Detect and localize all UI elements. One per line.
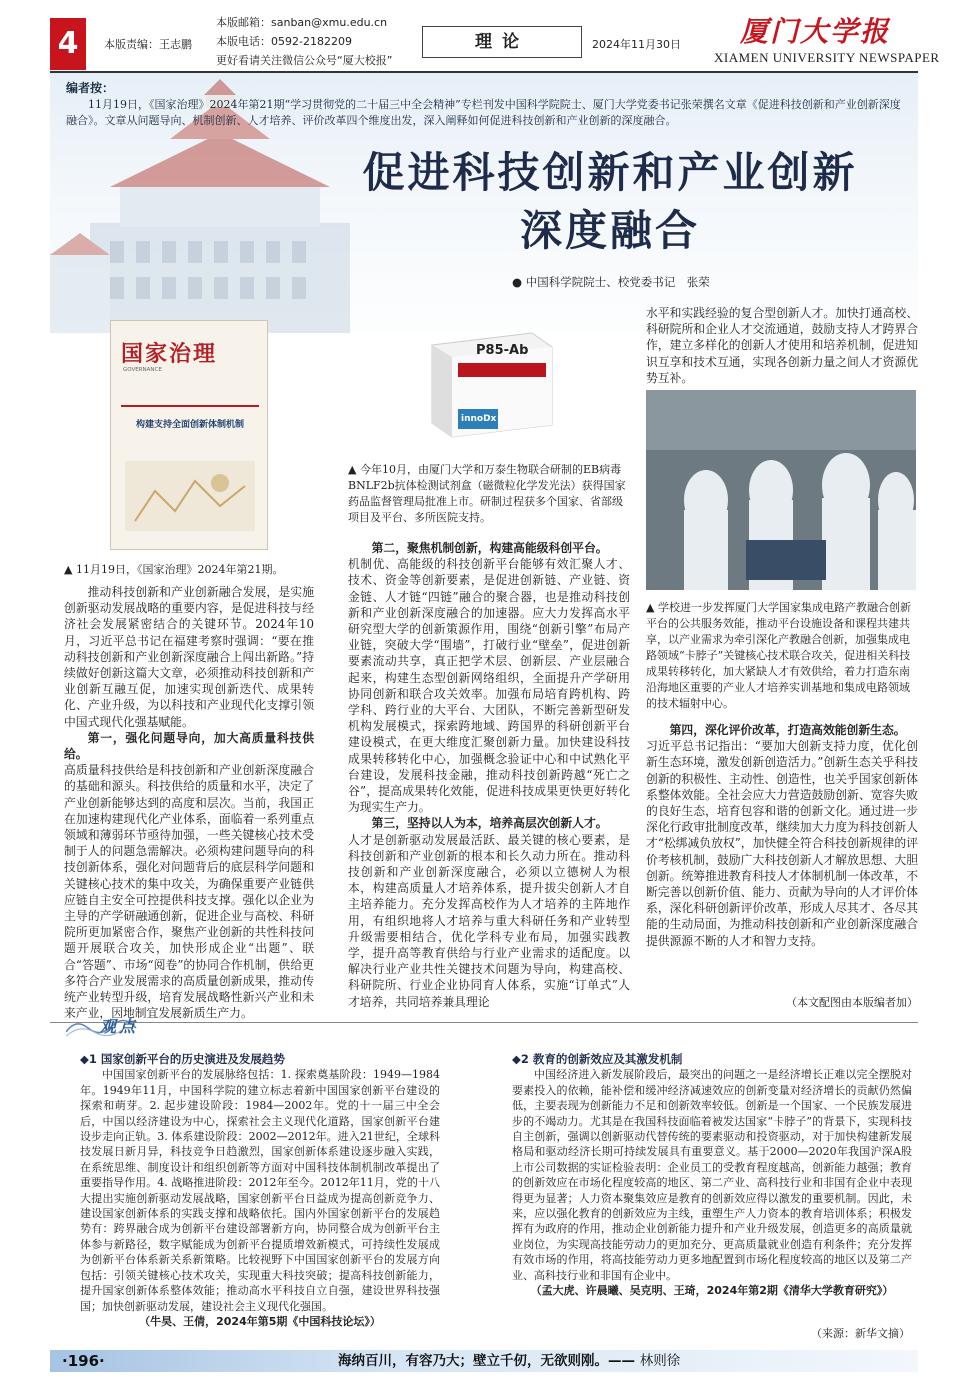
viewpoint-left: [80, 1052, 440, 1329]
cover-divider: [121, 405, 259, 407]
wechat-notice: 更好看请关注微信公众号“厦大校报”: [216, 54, 393, 67]
viewpoint-right: [512, 1052, 912, 1299]
page-number: 4: [50, 18, 86, 70]
section-heading-4: 第四，深化评价改革，打造高效能创新生态。: [669, 723, 906, 737]
section-body-1: 高质量科技供给是科技创新和产业创新深度融合的基础和源头。科技供给的质量和水平，决定了产业创新能够达到的高度和层次。当前，我国正在加速构建现代化产业体系，面临着一系列重点领域和薄弱环节亟待加强，一些关键核心技术受制于人的问题急需解决。必须构建问题导向的科技创新体系，强化对问题背后的底层科学问题和关键核心技术的集中攻关，为确保重要产业链供应链自主安全可控提供科技支撑。强化以企业为主导的产学研融通创新，促进企业与高校、科研院所更加紧密合作，聚焦产业创新的共性科技问题开展联合攻关，加快形成企业“出题”、联合“答题”、市场“阅卷”的协同合作机制，供给更多符合产业发展需求的高质量创新成果，推动传统产业转型升级，培育发展战略性新兴产业和未来产业，因地制宜发展新质生产力。: [64, 763, 314, 1021]
viewpoint-right-heading: ◆2 教育的创新效应及其激发机制: [512, 1052, 683, 1066]
package-label: P85-Ab: [476, 343, 529, 358]
footer-quote: [338, 1350, 680, 1372]
cover-artwork-icon: [125, 461, 255, 531]
magazine-cover-image: [110, 320, 268, 550]
section-label: 理论: [422, 26, 582, 58]
cleanroom-photo-icon: [646, 390, 916, 590]
editor-note-text: 11月19日，《国家治理》2024年第21期“学习贯彻党的二十届三中全会精神”专栏刊发中国科学院院士、厦门大学党委书记张荣撰名文章《促进科技创新和产业创新深度融合》。文章从问题导向、机制创新、人才培养、评价改革四个维度出发，深入阐释如何促进科技创新和产业创新的深度融合。: [66, 98, 901, 127]
section-body-3-continued: 水平和实践经验的复合型创新人才。加快打通高校、科研院所和企业人才交流通道，鼓励支持人才跨界合作，建立多样化的创新人才使用和培养机制，促进知识互享和技术互通，实现各创新力量之间人才资源优势互补。: [646, 306, 918, 385]
viewpoint-label: 观点: [100, 1017, 139, 1036]
section-heading-1: 第一，强化问题导向，加大高质量科技供给。: [64, 730, 314, 762]
article-title-line1: 促进科技创新和产业创新: [362, 148, 858, 197]
column-3: [646, 722, 918, 957]
test-kit-caption: ▲ 今年10月，由厦门大学和万泰生物联合研制的EB病毒BNLF2b抗体检测试剂盒（磁微粒化学发光法）获得国家药品监督管理局批准上市。研制过程获多个国家、省部级项目及平台、多所医院支持。: [348, 463, 626, 524]
viewpoint-right-body: 中国经济进入新发展阶段后，最突出的问题之一是经济增长正难以完全摆脱对要素投入的依赖，能补偿和缓冲经济减速效应的创新变量对经济增长的贡献仍然偏低，主要表现为创新能力不足和创新效率较低。创新是一个国家、一个民族发展进步的不竭动力。尤其是在我国科技面临着被发达国家“卡脖子”的背景下，实现科技自主创新，强调以创新驱动代替传统的要素驱动和投资驱动，对于加快构建新发展格局和驱动经济长期可持续发展具有重要意义。基于2000—2020年我国沪深A股上市公司数据的实证检验表明：企业员工的受教育程度越高，创新能力越强；教育的创新效应在市场化程度较高的地区、第二产业、高科技行业和非国有企业中表现得更为显著；人力资本聚集效应是教育的创新效应得以激发的重要机制。因此，未来，应以强化教育的创新效应为主线，重塑生产人力资本的教育培训体系；积极发挥有为政府的作用，推动企业创新能力提升和产业升级发展，创造更多的高质量就业岗位，为实现高技能劳动力的更加充分、更高质量就业创造有利条件；充分发挥有效市场的作用，将高技能劳动力更多地配置到市场化程度较高的地区以及第二产业、高科技行业和非国有企业中。: [512, 1068, 912, 1282]
page-phone: 本版电话：0592-2182209: [216, 35, 352, 48]
digest-source: （来源：新华文摘）: [811, 1327, 910, 1340]
page-editor: 本版责编：王志鹏: [104, 38, 192, 51]
viewpoint-divider: [50, 1022, 918, 1023]
editor-note: [66, 80, 906, 129]
viewpoint-left-source: （牛昊、王倩，2024年第5期《中国科技论坛》）: [139, 1314, 381, 1328]
magazine-cover-logo: 国家治理: [121, 341, 218, 367]
issue-date: 2024年11月30日: [592, 38, 681, 51]
page-email: 本版邮箱：sanban@xmu.edu.cn: [216, 16, 388, 29]
magazine-cover-subtitle: GOVERNANCE: [123, 367, 162, 373]
newspaper-masthead-en: XIAMEN UNIVERSITY NEWSPAPER: [714, 50, 940, 65]
section-body-2: 机制优、高能级的科技创新平台能够有效汇聚人才、技术、资金等创新要素，是促进创新链、产业链、资金链、人才链“四链”融合的聚合器，也是推动科技创新和产业创新深度融合的加速器。应大力发挥高水平研究型大学的创新策源作用，围绕“创新引擎”布局产业链，突破大学“围墙”，打破行业“壁垒”，促进创新要素流动共享，真正把学术层、创新层、产业层融合起来，构建生态型创新网络组织，全面提升产学研用协同创新和联合攻关效率。加强布局培育跨机构、跨学科、跨行业的大平台、大团队，不断完善新型研发机构发展模式，探索跨地域、跨国界的科研创新平台建设模式，在更大维度汇聚创新力量。加快建设科技成果转移转化中心，加强概念验证中心和中试熟化平台建设，发展科技金融，推动科技创新跨越“死亡之谷”，提高成果转化效能，促进科技成果更快更好转化为现实生产力。: [348, 557, 630, 815]
cleanroom-photo: [646, 390, 916, 590]
footer-quote-author: 林则徐: [639, 1353, 681, 1369]
magazine-cover-headline: 构建支持全面创新体制机制: [135, 420, 244, 430]
package-brand: innoDx: [461, 414, 497, 424]
editor-note-label: 编者按：: [66, 81, 115, 95]
article-byline: ● 中国科学院院士、校党委书记 张荣: [512, 275, 710, 289]
footer-page-number: ·196·: [62, 1352, 105, 1370]
section-heading-3: 第三，坚持以人为本，培养高层次创新人才。: [371, 816, 608, 831]
viewpoint-left-heading: ◆1 国家创新平台的历史演进及发展趋势: [80, 1052, 285, 1066]
column-1: [64, 584, 314, 1021]
intro-paragraph: 推动科技创新和产业创新融合发展，是实施创新驱动发展战略的重要内容，是促进科技与经济社会发展紧密结合的关键环节。2024年10月，习近平总书记在福建考察时强调：“要在推动科技创新和产业创新深度融合上闯出新路。”持续做好创新这篇大文章，必须推动科技创新和产业创新互融互促，加速实现创新迭代、成果转化、产业升级，为以科技和产业现代化支撑引领中国式现代化强基赋能。: [64, 585, 314, 729]
section-body-3: 人才是创新驱动发展最活跃、最关键的核心要素，是科技创新和产业创新的根本和长久动力所在。推动科技创新和产业创新深度融合，必须以立德树人为根本，构建高质量人才培养体系，提升拔尖创新人才自主培养能力。充分发挥高校作为人才培养的主阵地作用，有组织地将人才培养与重大科研任务和产业转型升级需要相结合，优化学科专业布局，加强实践教学，提升高等教育供给与行业产业需求的适配度。以解决行业产业共性关键技术问题为导向，构建高校、科研院所、行业企业协同育人体系，实施“订单式”人才培养，共同培养兼具理论: [348, 832, 630, 1009]
section-heading-2: 第二，聚焦机制创新，构建高能级科创平台。: [371, 541, 608, 555]
column-3-top: [646, 305, 918, 386]
magazine-caption: ▲ 11月19日，《国家治理》2024年第21期。: [64, 563, 284, 576]
column-2: [348, 540, 630, 1010]
article-title-line2: 深度融合: [519, 206, 700, 255]
viewpoint-left-body: 中国国家创新平台的发展脉络包括：1. 探索奠基阶段：1949—1984年。1949年11月，中国科学院的建立标志着新中国国家创新平台建设的探索和萌芽。2. 起步建设阶段：1984—2002年。党的十一届三中全会后，中国以经济建设为中心，探索社会主义现代化道路，国家创新平台建设步走向正轨。3. 体系建设阶段：2002—2012年。进入21世纪，全球科技发展日新月异，科技竞争日趋激烈，国家创新体系建设逐步融入实践，在系统思维、制度设计和组织创新等方面对中国科技体制机制改革提出了重要指导作用。4. 战略推进阶段：2012年至今。2012年11月，党的十八大提出实施创新驱动发展战略，国家创新平台日益成为提高创新竞争力、建设国家创新体系的实践支撑和战略依托。国内外国家创新平台的发展趋势有：跨界融合成为创新平台建设部署新方向，协同整合成为创新平台主体参与新路径，数字赋能成为创新平台提质增效新模式，可持续性发展成为创新平台体系新关系新策略。比较视野下中国国家创新平台的发展方向包括：引领关键核心技术攻关，实现重大科技突破；提高科技创新能力，提升国家创新体系整体效能；推动高水平科技自立自强，建设世界科技强国；加快创新驱动发展，建设社会主义现代化强国。: [80, 1068, 440, 1313]
image-credit-note: （本文配图由本版编者加）: [786, 996, 918, 1009]
cleanroom-caption: ▲ 学校进一步发挥厦门大学国家集成电路产教融合创新平台的公共服务效能，推动平台设施设备和课程共建共享，以产业需求为牵引深化产教融合创新，加强集成电路领域“卡脖子”关键核心技术联合攻关，促进相关科技成果转移转化，加大紧缺人才有效供给，着力打造东南沿海地区重要的产业人才培养实训基地和集成电路领域的技术辐射中心。: [646, 601, 911, 710]
newspaper-masthead: 厦门大学报: [740, 15, 891, 48]
footer-quote-text: 海纳百川，有容乃大；壁立千仞，无欲则刚。——: [338, 1353, 635, 1369]
viewpoint-right-source: （孟大虎、许晨曦、吴克明、王琦，2024年第2期《清华大学教育研究》）: [530, 1284, 894, 1298]
section-body-4: 习近平总书记指出：“要加大创新支持力度，优化创新生态环境，激发创新创造活力。”创新生态关乎科技创新的积极性、主动性、创造性，也关乎国家创新体系整体效能。全社会应大力营造鼓励创新、宽容失败的良好生态，培育包容和谐的创新文化。通过进一步深化行政审批制度改革，继续加大力度为科技创新人才“松绑减负放权”，加快健全符合科技创新规律的评价考核机制，鼓励广大科技创新人才解放思想、大胆创新。统筹推进教育科技人才体制机制一体改革，不断完善以创新价值、能力、贡献为导向的人才评价体系，深化科研创新评价改革，形成人尽其才、各尽其能的生动局面，为推动科技创新和产业创新深度融合提供源源不断的人才和智力支持。: [646, 739, 918, 948]
